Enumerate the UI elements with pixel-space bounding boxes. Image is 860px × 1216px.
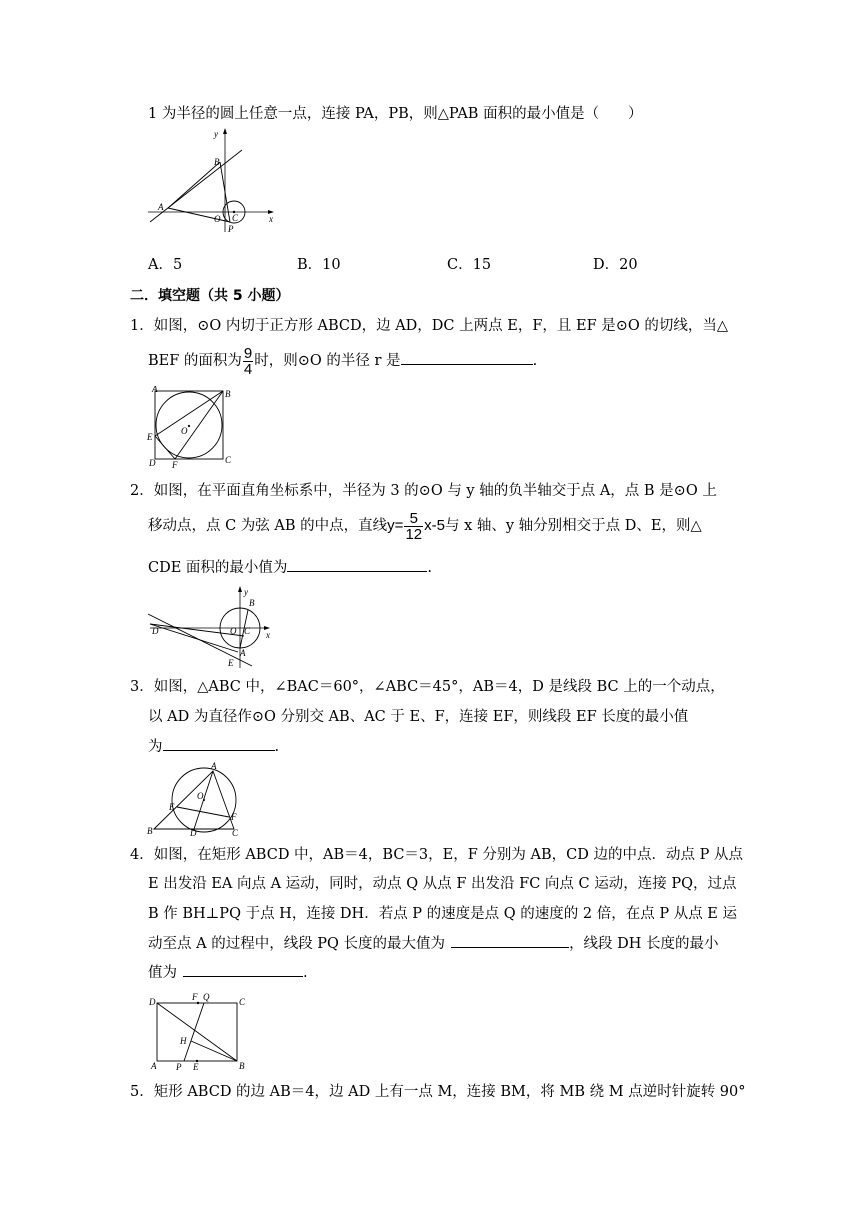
q4-line5-text: 值为: [148, 965, 177, 981]
choice-b[interactable]: B．10: [297, 257, 341, 273]
q2-fraction: [404, 511, 423, 542]
q1-line1: 1．如图，⊙O 内切于正方形 ABCD，边 AD，DC 上两点 E，F，且 EF 是⊙O 的切线，当△: [130, 318, 729, 334]
fig2-label-o: O: [230, 626, 237, 636]
fig1-label-b: B: [225, 389, 231, 399]
q3-answer-blank[interactable]: [163, 736, 275, 751]
fig1-label-c: C: [225, 455, 232, 465]
figure-q2-coordinate: [148, 586, 278, 670]
q4-line4-a: 动至点 A 的过程中，线段 PQ 长度的最大值为: [148, 936, 446, 952]
q2-line3-text: CDE 面积的最小值为: [148, 560, 288, 576]
fig2-label-c: C: [244, 626, 251, 636]
figure-q1-square: [144, 386, 236, 470]
q4-answer-blank-dh[interactable]: [183, 962, 303, 977]
choice-c[interactable]: C．15: [447, 257, 492, 273]
fig1-label-o: O: [181, 426, 188, 436]
fig1-label-e: E: [147, 432, 153, 442]
fig4-label-h: H: [180, 1036, 187, 1046]
figure-q3-triangle: [146, 762, 246, 836]
fig4-label-a: A: [151, 1061, 157, 1071]
q3-line3-end: .: [274, 739, 280, 755]
q2-eq-b: x-5: [424, 517, 445, 534]
fig3-label-d: D: [190, 828, 197, 836]
fig2-label-x: x: [266, 630, 270, 640]
q1-frac-num: 9: [243, 344, 253, 362]
section-title: 二．填空题（共 5 小题）: [130, 288, 290, 304]
fig0-label-b: B: [214, 157, 220, 167]
q3-line2: 以 AD 为直径作⊙O 分别交 AB、AC 于 E、F，连接 EF，则线段 EF 长度的最小值: [148, 709, 689, 725]
q2-eq-a: y=: [387, 517, 404, 534]
fig1-label-f: F: [172, 460, 178, 470]
fig3-label-a: A: [211, 762, 217, 771]
q4-line5-end: .: [303, 965, 308, 981]
fig3-label-f: F: [231, 812, 237, 822]
fig4-label-e: E: [193, 1062, 199, 1072]
q4-answer-blank-pq[interactable]: [451, 933, 569, 948]
fig2-label-e: E: [228, 658, 234, 668]
fig2-label-a: A: [240, 648, 246, 658]
q3-line3: [148, 736, 279, 757]
fig2-label-b: B: [249, 598, 255, 608]
fig3-label-o: O: [197, 791, 204, 801]
q4-line2: E 出发沿 EA 向点 A 运动，同时，动点 Q 从点 F 出发沿 FC 向点 C 运动，连接 PQ，过点: [148, 876, 737, 892]
q2-frac-den: 12: [405, 525, 423, 543]
fig4-label-c: C: [239, 997, 246, 1007]
q5-line1: 5．矩形 ABCD 的边 AB＝4，边 AD 上有一点 M，连接 BM，将 MB 绕 M 点逆时针旋转 90°: [130, 1084, 746, 1100]
q4-line1: 4．如图，在矩形 ABCD 中，AB＝4，BC＝3，E，F 分别为 AB，CD 边的中点．动点 P 从点: [130, 847, 743, 863]
q2-line3: [148, 557, 432, 578]
q2-line1: 2．如图，在平面直角坐标系中，半径为 3 的⊙O 与 y 轴的负半轴交于点 A，点 B 是⊙O 上: [130, 483, 717, 499]
q1-line2-end: .: [532, 353, 538, 369]
fig0-label-a: A: [158, 202, 164, 212]
fig4-label-d: D: [149, 997, 156, 1007]
fig4-label-p: P: [176, 1062, 182, 1072]
fig3-label-b: B: [147, 826, 153, 836]
q4-line4: [148, 933, 719, 954]
q1-line2-b: 时，则⊙O 的半径 r 是: [254, 353, 401, 369]
fig2-label-y: y: [244, 587, 248, 597]
q2-answer-blank[interactable]: [287, 557, 427, 572]
prev-question-text: 1 为半径的圆上任意一点，连接 PA，PB，则△PAB 面积的最小值是（ ）: [148, 106, 643, 122]
q4-line3: B 作 BH⊥PQ 于点 H，连接 DH．若点 P 的速度是点 Q 的速度的 2 倍，在点 P 从点 E 运: [148, 906, 737, 922]
fig1-label-d: D: [149, 458, 156, 468]
q4-line5: [148, 962, 308, 983]
fig0-label-c: C: [232, 213, 239, 223]
fig3-label-c: C: [232, 828, 239, 836]
choice-a[interactable]: A．5: [148, 257, 183, 273]
fig0-label-y: y: [214, 129, 218, 139]
q4-line4-b: ，线段 DH 长度的最小: [569, 936, 719, 952]
fig0-label-x: x: [269, 214, 273, 224]
q1-fraction: [243, 346, 253, 377]
fig4-label-q: Q: [203, 992, 210, 1002]
fig1-label-a: A: [152, 386, 158, 394]
fig0-label-p: P: [228, 224, 234, 234]
q1-line2-a: BEF 的面积为: [148, 353, 242, 369]
q3-line1: 3．如图，△ABC 中，∠BAC＝60°，∠ABC＝45°，AB＝4，D 是线段 BC 上的一个动点，: [130, 679, 725, 695]
choice-d[interactable]: D．20: [593, 257, 638, 273]
q2-line3-end: .: [427, 560, 433, 576]
fig4-label-b: B: [239, 1061, 245, 1071]
fig2-label-d: D: [152, 626, 159, 636]
q1-frac-den: 4: [243, 360, 253, 378]
figure-q4-rectangle: [146, 992, 250, 1074]
q2-line2: [148, 509, 702, 543]
q2-line2-a: 移动点，点 C 为弦 AB 的中点，直线: [148, 518, 388, 534]
figure-prev-coordinate: [148, 128, 278, 234]
fig0-label-o: O: [214, 214, 221, 224]
q2-frac-num: 5: [404, 511, 423, 527]
q3-line3-text: 为: [148, 739, 163, 755]
q1-answer-blank[interactable]: [401, 350, 533, 365]
q2-line2-b: 与 x 轴、y 轴分别相交于点 D、E，则△: [444, 518, 702, 534]
q1-line2: [148, 345, 537, 377]
fig3-label-e: E: [169, 802, 175, 812]
fig4-label-f: F: [192, 992, 198, 1002]
